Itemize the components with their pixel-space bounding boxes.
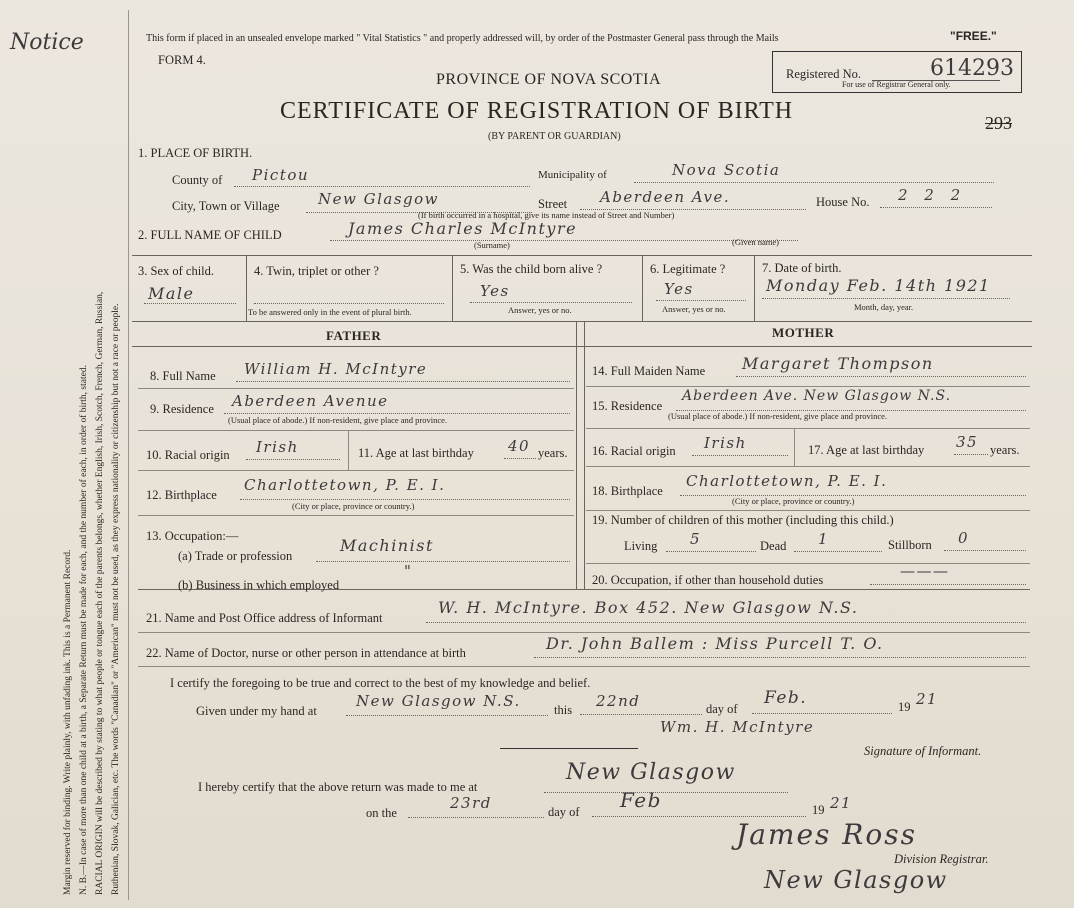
house-number-value: 2 2 2 (898, 186, 967, 204)
sex-label: 3. Sex of child. (138, 264, 215, 278)
informant-signature: Wm. H. McIntyre (660, 718, 815, 736)
legitimate-note: Answer, yes or no. (662, 304, 726, 314)
registrar-month-value: Feb (620, 788, 662, 812)
stillborn-label: Stillborn (888, 538, 932, 552)
sex-value: Male (148, 284, 195, 303)
this-label: this (554, 703, 573, 717)
father-residence-label: 9. Residence (150, 402, 214, 416)
living-label: Living (624, 539, 658, 553)
father-business-value: " (404, 562, 413, 580)
registrar-statement: I hereby certify that the above return was made to me at (198, 780, 478, 794)
binding-margin-line (128, 10, 129, 900)
given-day-value: 22nd (596, 692, 641, 710)
side-note-2: N. B.—In case of more than one child at a birth, a Separate Return must be made for each, and the number of each, in order of birth, stated. (79, 365, 89, 895)
date-of-birth-label: 7. Date of birth. (762, 261, 842, 275)
mail-notice: This form if placed in an unsealed envelope marked " Vital Statistics " and properly addressed will, by order of the Postmaster General pass through the Mails (146, 33, 779, 44)
father-residence-value: Aberdeen Avenue (232, 392, 389, 410)
mother-occupation-label: 20. Occupation, if other than household duties (592, 573, 824, 587)
date-of-birth-value: Monday Feb. 14th 1921 (766, 276, 991, 295)
informant-value: W. H. McIntyre. Box 452. New Glasgow N.S. (438, 598, 859, 617)
mother-name-label: 14. Full Maiden Name (592, 364, 706, 378)
municipality-value: Nova Scotia (672, 161, 781, 179)
mother-residence-value: Aberdeen Ave. New Glasgow N.S. (682, 388, 952, 404)
registrar-place-value: New Glasgow (566, 760, 736, 785)
living-value: 5 (690, 530, 702, 548)
father-name-label: 8. Full Name (150, 369, 216, 383)
registered-number: 614293 (930, 56, 1014, 81)
registrar-year-value: 21 (830, 794, 853, 812)
registrar-use-note: For use of Registrar General only. (842, 80, 951, 89)
father-birthplace-label: 12. Birthplace (146, 488, 217, 502)
registrar-year-prefix: 19 (812, 803, 825, 817)
mother-birthplace-label: 18. Birthplace (592, 484, 663, 498)
mother-years-label: years. (990, 443, 1020, 457)
given-dayof-label: day of (706, 702, 738, 716)
dead-value: 1 (818, 530, 830, 548)
side-note-3: RACIAL ORIGIN will be described by stating to what people or tongue each of the parents belongs, whether English, Irish, Scotch, French, German, Russian, (95, 291, 105, 895)
twin-label: 4. Twin, triplet or other ? (254, 264, 379, 278)
stillborn-value: 0 (958, 529, 970, 547)
born-alive-label: 5. Was the child born alive ? (460, 262, 603, 276)
registrar-signature-place: New Glasgow (764, 866, 948, 894)
given-year-prefix: 19 (898, 700, 911, 714)
municipality-label: Municipality of (538, 169, 607, 181)
father-occupation-label: 13. Occupation:— (146, 529, 239, 543)
informant-signature-label: Signature of Informant. (864, 744, 982, 758)
street-label: Street (538, 197, 568, 211)
father-heading: FATHER (326, 328, 382, 343)
doctor-label: 22. Name of Doctor, nurse or other person in attendance at birth (146, 646, 466, 660)
certificate-subtitle: (BY PARENT OR GUARDIAN) (488, 131, 621, 142)
child-name-value: James Charles McIntyre (348, 219, 578, 238)
registrar-on-label: on the (366, 806, 397, 820)
margin-note: Notice (10, 30, 84, 55)
hospital-note: (If birth occurred in a hospital, give its name instead of Street and Number) (418, 210, 675, 220)
given-name-note: (Given name) (732, 237, 779, 247)
registrar-day-value: 23rd (450, 794, 492, 812)
county-value: Pictou (252, 166, 310, 184)
father-age-value: 40 (508, 437, 531, 455)
mother-heading: MOTHER (772, 325, 835, 340)
given-under-label: Given under my hand at (196, 704, 317, 718)
given-month-value: Feb. (764, 688, 808, 708)
city-label: City, Town or Village (172, 199, 280, 213)
mother-residence-label: 15. Residence (592, 399, 663, 413)
father-business-label: (b) Business in which employed (178, 578, 340, 592)
twin-note: To be answered only in the event of plural birth. (248, 307, 412, 317)
mother-racial-value: Irish (704, 434, 747, 452)
stamp-number: 293 (985, 113, 1012, 133)
side-note-1: Margin reserved for binding. Write plainly, with unfading ink. This is a Permanent Record. (63, 549, 73, 895)
father-years-label: years. (538, 446, 568, 460)
mother-name-value: Margaret Thompson (742, 354, 934, 373)
street-value: Aberdeen Ave. (600, 188, 731, 206)
mother-occupation-value: ——— (900, 562, 950, 580)
mother-racial-label: 16. Racial origin (592, 444, 676, 458)
child-name-label: 2. FULL NAME OF CHILD (138, 228, 282, 242)
certificate-title: CERTIFICATE OF REGISTRATION OF BIRTH (280, 98, 794, 124)
form-number: FORM 4. (158, 53, 206, 67)
father-residence-note: (Usual place of abode.) If non-resident, give place and province. (228, 415, 448, 425)
house-number-label: House No. (816, 195, 870, 209)
informant-label: 21. Name and Post Office address of Informant (146, 611, 383, 625)
given-place-value: New Glasgow N.S. (356, 692, 521, 710)
father-age-label: 11. Age at last birthday (358, 446, 474, 460)
registrar-signature: James Ross (736, 818, 917, 851)
mother-age-label: 17. Age at last birthday (808, 443, 925, 457)
mother-children-label: 19. Number of children of this mother (including this child.) (592, 513, 894, 527)
dead-label: Dead (760, 539, 787, 553)
father-name-value: William H. McIntyre (244, 360, 428, 378)
born-alive-note: Answer, yes or no. (508, 305, 572, 315)
registrar-dayof-label: day of (548, 805, 580, 819)
city-value: New Glasgow (318, 190, 440, 208)
given-year-value: 21 (916, 690, 939, 708)
mother-birthplace-note: (City or place, province or country.) (732, 496, 855, 506)
date-of-birth-note: Month, day, year. (854, 302, 914, 312)
father-birthplace-value: Charlottetown, P. E. I. (244, 476, 446, 494)
registered-label: Registered No. (786, 67, 861, 81)
side-note-4: Ruthenian, Slovak, Galician, etc. The words "Canadian" or "American" must not be used, as they express nationality or citizenship but not a race or people. (111, 303, 121, 895)
mother-age-value: 35 (956, 433, 979, 451)
doctor-value: Dr. John Ballem : Miss Purcell T. O. (546, 634, 884, 653)
legitimate-value: Yes (664, 280, 694, 298)
registrar-signature-label: Division Registrar. (894, 852, 989, 866)
father-trade-value: Machinist (340, 536, 434, 555)
father-trade-label: (a) Trade or profession (178, 549, 293, 563)
born-alive-value: Yes (480, 282, 510, 300)
mother-residence-note: (Usual place of abode.) If non-resident, give place and province. (668, 411, 888, 421)
free-label: "FREE." (950, 29, 997, 43)
father-birthplace-note: (City or place, province or country.) (292, 501, 415, 511)
place-of-birth-label: 1. PLACE OF BIRTH. (138, 146, 253, 160)
father-racial-label: 10. Racial origin (146, 448, 230, 462)
certify-statement: I certify the foregoing to be true and correct to the best of my knowledge and belief. (170, 676, 591, 690)
legitimate-label: 6. Legitimate ? (650, 262, 726, 276)
county-label: County of (172, 173, 223, 187)
mother-birthplace-value: Charlottetown, P. E. I. (686, 472, 888, 490)
father-racial-value: Irish (256, 438, 299, 456)
surname-note: (Surname) (474, 240, 510, 250)
province-name: PROVINCE OF NOVA SCOTIA (436, 71, 662, 88)
